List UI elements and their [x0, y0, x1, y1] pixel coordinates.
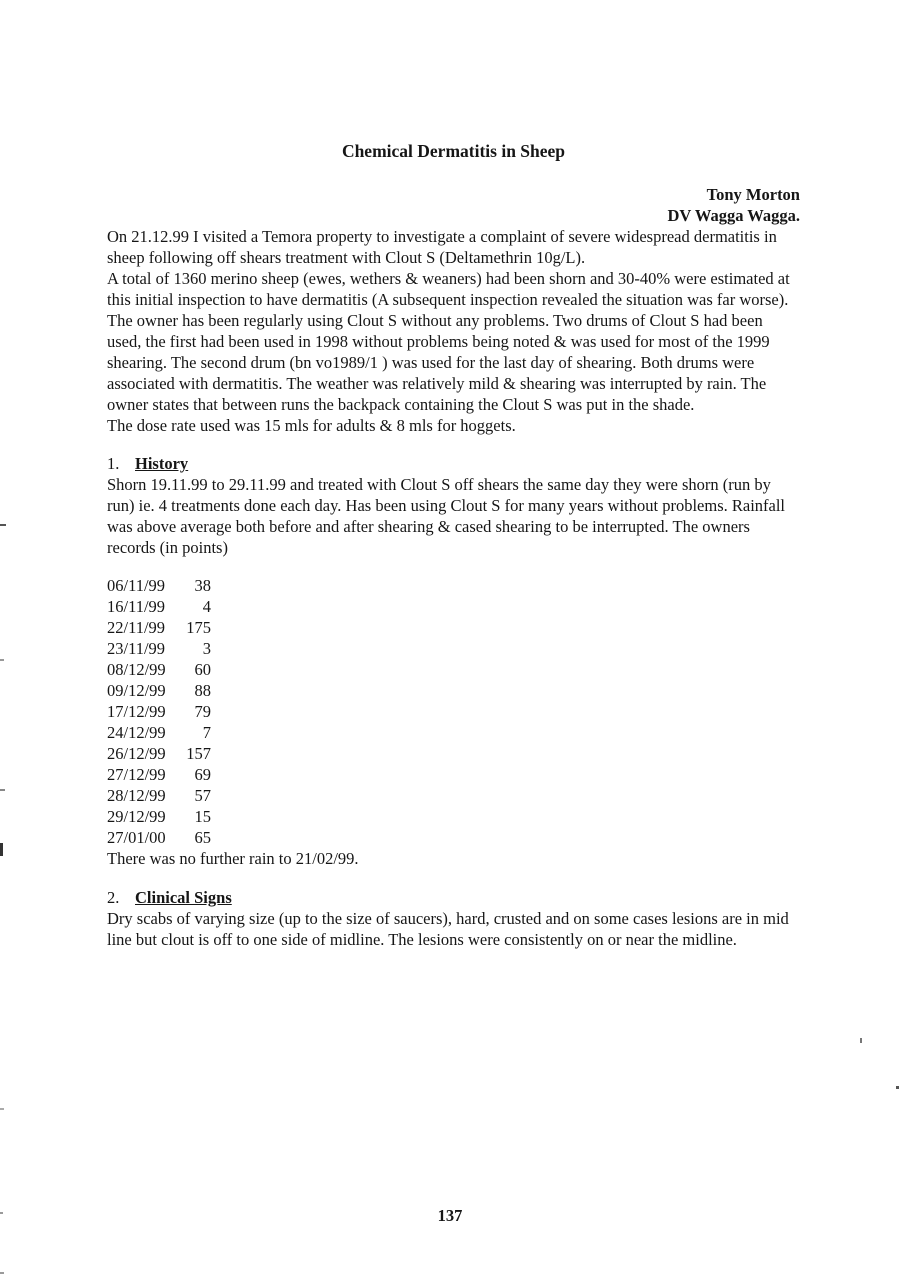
section-title-history: History	[135, 454, 189, 473]
rainfall-date: 29/12/99	[107, 807, 166, 826]
section-heading-clinical-signs	[107, 887, 800, 908]
rainfall-points: 3	[202, 639, 211, 658]
rainfall-date: 23/11/99	[107, 639, 166, 658]
section-number: 1.	[107, 454, 120, 473]
section-number: 2.	[107, 888, 120, 907]
section-title-clinical-signs: Clinical Signs	[135, 888, 232, 907]
rainfall-row	[107, 743, 211, 764]
scan-artifact	[0, 843, 3, 856]
section-heading-history	[107, 453, 800, 474]
rainfall-points: 65	[194, 828, 211, 847]
rainfall-row	[107, 701, 211, 722]
rainfall-row	[107, 827, 211, 848]
paragraph-clinical-signs: Dry scabs of varying size (up to the size of saucers), hard, crusted and on some cases lesions are in mid line but clout is off to one side of midline. The lesions were consistently on or near the midline.	[107, 909, 789, 949]
rainfall-row	[107, 617, 211, 638]
scan-artifact	[0, 1212, 3, 1214]
scan-artifact	[0, 1108, 4, 1110]
paragraph-no-rain: There was no further rain to 21/02/99.	[107, 849, 359, 868]
rainfall-date: 16/11/99	[107, 597, 166, 616]
rainfall-row	[107, 806, 211, 827]
rainfall-date: 08/12/99	[107, 660, 166, 679]
rainfall-points: 88	[194, 681, 211, 700]
rainfall-date: 27/12/99	[107, 765, 166, 784]
paragraph-dose-rate: The dose rate used was 15 mls for adults & 8 mls for hoggets.	[107, 416, 516, 435]
author-block	[107, 184, 800, 226]
rainfall-date: 06/11/99	[107, 576, 166, 595]
rainfall-date: 22/11/99	[107, 618, 166, 637]
rainfall-row	[107, 764, 211, 785]
author-role: DV Wagga Wagga.	[667, 206, 800, 225]
page-number: 137	[437, 1206, 463, 1225]
document-content	[107, 0, 800, 950]
document-title: Chemical Dermatitis in Sheep	[341, 141, 566, 161]
rainfall-points: 4	[202, 597, 211, 616]
rainfall-points: 15	[194, 807, 211, 826]
rainfall-row	[107, 575, 211, 596]
rainfall-points: 57	[194, 786, 211, 805]
rainfall-row	[107, 638, 211, 659]
scan-artifact	[0, 659, 4, 661]
rainfall-row	[107, 596, 211, 617]
rainfall-row	[107, 785, 211, 806]
rainfall-row	[107, 722, 211, 743]
rainfall-points: 175	[186, 618, 211, 637]
paragraph-flock: A total of 1360 merino sheep (ewes, wethers & weaners) had been shorn and 30-40% were estimated at this initial inspection to have dermatitis (A subsequent inspection revealed the situation was far worse).	[107, 269, 790, 309]
rainfall-points: 79	[194, 702, 211, 721]
paragraph-history: Shorn 19.11.99 to 29.11.99 and treated with Clout S off shears the same day they were shorn (run by run) ie. 4 treatments done each day. Has been using Clout S for many years without problems. Rainfall was above average both before and after shearing & cased shearing to be interrupted. The owners records (in points)	[107, 475, 786, 557]
rainfall-points: 7	[202, 723, 211, 742]
rainfall-table	[107, 575, 800, 848]
rainfall-points: 157	[186, 744, 211, 763]
scan-artifact	[0, 1272, 4, 1274]
rainfall-points: 38	[194, 576, 211, 595]
rainfall-date: 28/12/99	[107, 786, 166, 805]
scan-artifact	[860, 1038, 862, 1043]
rainfall-points: 60	[194, 660, 211, 679]
rainfall-date: 26/12/99	[107, 744, 166, 763]
rainfall-date: 17/12/99	[107, 702, 166, 721]
rainfall-date: 09/12/99	[107, 681, 166, 700]
scan-artifact	[0, 524, 6, 526]
author-name: Tony Morton	[706, 185, 800, 204]
scan-artifact	[0, 789, 5, 791]
rainfall-date: 27/01/00	[107, 828, 166, 847]
paragraph-owner: The owner has been regularly using Clout S without any problems. Two drums of Clout S had been used, the first had been used in 1998 without problems being noted & was used for most of the 1999 shearing. The second drum (bn vo1989/1 ) was used for the last day of shearing. Both drums were associated with dermatitis. The weather was relatively mild & shearing was interrupted by rain. The owner states that between runs the backpack containing the Clout S was put in the shade.	[107, 311, 770, 414]
rainfall-row	[107, 659, 211, 680]
paragraph-intro: On 21.12.99 I visited a Temora property to investigate a complaint of severe widespread dermatitis in sheep following off shears treatment with Clout S (Deltamethrin 10g/L).	[107, 227, 777, 267]
rainfall-date: 24/12/99	[107, 723, 166, 742]
scan-artifact	[896, 1086, 899, 1089]
rainfall-row	[107, 680, 211, 701]
rainfall-points: 69	[194, 765, 211, 784]
